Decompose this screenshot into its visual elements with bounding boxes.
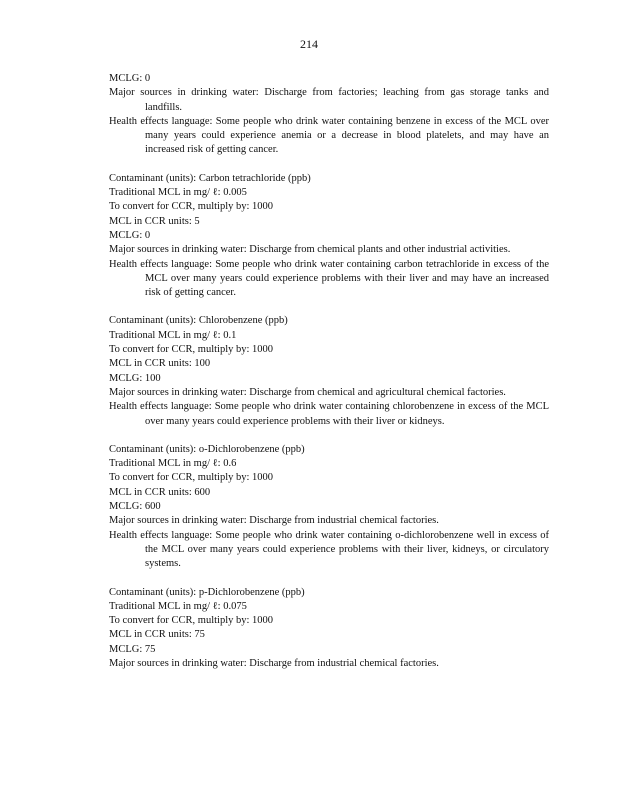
contaminant-name: Contaminant (units): Carbon tetrachloride (ppb): [109, 172, 311, 184]
contaminant-entry-chlorobenzene: [109, 314, 549, 428]
major-sources: Major sources in drinking water: Discharge from industrial chemical factories.: [109, 515, 439, 527]
mclg-line: MCLG: 600: [109, 501, 161, 513]
health-effects: Health effects language: Some people who drink water containing o-dichlorobenzene well in excess of the MCL over many years could experience problems with their liver, kidneys, or circulatory systems.: [109, 529, 549, 570]
major-sources: Major sources in drinking water: Discharge from chemical plants and other industrial activities.: [109, 244, 511, 256]
mclg-line: MCLG: 100: [109, 372, 161, 384]
major-sources: Major sources in drinking water: Discharge from factories; leaching from gas storage tanks and landfills.: [109, 87, 549, 113]
traditional-mcl: Traditional MCL in mg/ ℓ: 0.005: [109, 187, 247, 199]
mcl-ccr-units: MCL in CCR units: 600: [109, 486, 211, 498]
traditional-mcl: Traditional MCL in mg/ ℓ: 0.1: [109, 329, 237, 341]
mcl-ccr-units: MCL in CCR units: 75: [109, 629, 205, 641]
contaminant-name: Contaminant (units): o-Dichlorobenzene (ppb): [109, 443, 305, 455]
contaminant-name: Contaminant (units): Chlorobenzene (ppb): [109, 315, 288, 327]
traditional-mcl: Traditional MCL in mg/ ℓ: 0.075: [109, 600, 247, 612]
contaminant-entry-o-dichlorobenzene: [109, 443, 549, 572]
mclg-line: MCLG: 0: [109, 73, 151, 84]
health-effects: Health effects language: Some people who drink water containing benzene in excess of the MCL over many years could experience anemia or a decrease in blood platelets, and may have an increased risk of getting cancer.: [109, 115, 549, 156]
mclg-line: MCLG: 0: [109, 229, 151, 241]
health-effects: Health effects language: Some people who drink water containing carbon tetrachloride in excess of the MCL over many years could experience problems with their liver and may have an increased risk of getting cancer.: [109, 258, 549, 299]
mcl-ccr-units: MCL in CCR units: 100: [109, 358, 211, 370]
document-body: [109, 72, 549, 685]
page-number: 214: [300, 37, 318, 51]
conversion-factor: To convert for CCR, multiply by: 1000: [109, 615, 274, 627]
conversion-factor: To convert for CCR, multiply by: 1000: [109, 344, 274, 356]
conversion-factor: To convert for CCR, multiply by: 1000: [109, 472, 274, 484]
mcl-ccr-units: MCL in CCR units: 5: [109, 215, 200, 227]
conversion-factor: To convert for CCR, multiply by: 1000: [109, 201, 274, 213]
benzene-continuation: [109, 72, 549, 158]
traditional-mcl: Traditional MCL in mg/ ℓ: 0.6: [109, 458, 237, 470]
major-sources: Major sources in drinking water: Discharge from industrial chemical factories.: [109, 657, 439, 669]
contaminant-entry-carbon-tetrachloride: [109, 172, 549, 301]
major-sources: Major sources in drinking water: Discharge from chemical and agricultural chemical factories.: [109, 386, 506, 398]
mclg-line: MCLG: 75: [109, 643, 156, 655]
contaminant-name: Contaminant (units): p-Dichlorobenzene (ppb): [109, 586, 305, 598]
health-effects: Health effects language: Some people who drink water containing chlorobenzene in excess of the MCL over many years could experience problems with their liver or kidneys.: [109, 401, 549, 427]
contaminant-entry-p-dichlorobenzene: [109, 586, 549, 672]
